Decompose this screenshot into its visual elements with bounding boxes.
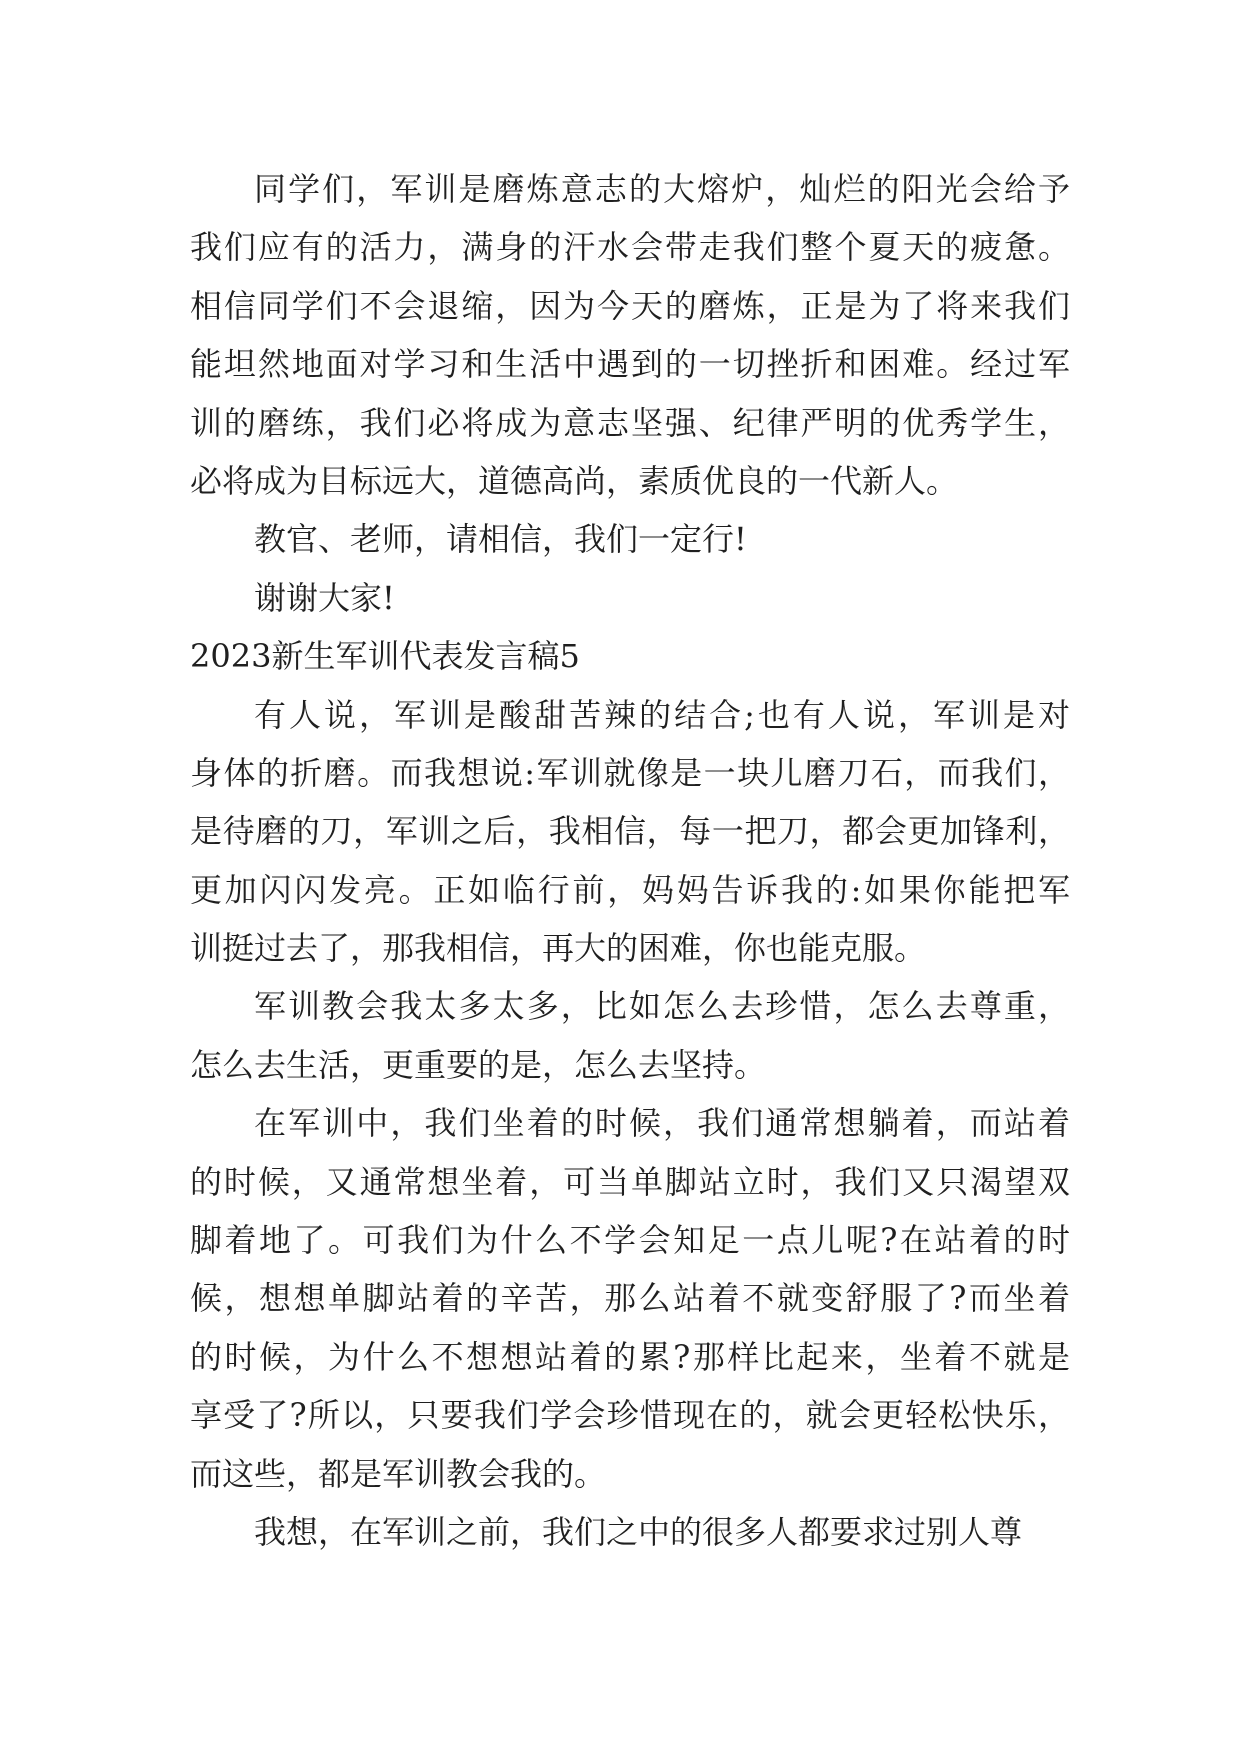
paragraph-line: 同学们，军训是磨炼意志的大熔炉，灿烂的阳光会给予: [254, 170, 1070, 208]
paragraph: [190, 510, 1070, 568]
paragraph: [190, 1503, 1070, 1561]
paragraph-line: 更加闪闪发亮。正如临行前，妈妈告诉我的:如果你能把军: [190, 870, 1070, 909]
paragraph-line: 相信同学们不会退缩，因为今天的磨炼，正是为了将来我们: [190, 286, 1070, 325]
paragraph-line: 的时候，又通常想坐着，可当单脚站立时，我们又只渴望双: [190, 1162, 1070, 1201]
paragraph: [190, 569, 1070, 627]
paragraph-line: 训挺过去了，那我相信，再大的困难，你也能克服。: [190, 929, 927, 968]
paragraph-line: 能坦然地面对学习和生活中遇到的一切挫折和困难。经过军: [190, 345, 1070, 384]
paragraph: [190, 977, 1070, 1094]
paragraph-line: 身体的折磨。而我想说:军训就像是一块儿磨刀石，而我们，: [190, 753, 1070, 792]
document-body: [190, 160, 1070, 1561]
paragraph: [190, 1094, 1070, 1503]
paragraph: [190, 686, 1070, 978]
paragraph-line: 脚着地了。可我们为什么不学会知足一点儿呢?在站着的时: [190, 1221, 1070, 1260]
paragraph: [190, 160, 1070, 510]
paragraph-line: 怎么去生活，更重要的是，怎么去坚持。: [190, 1045, 767, 1084]
paragraph-line: 而这些，都是军训教会我的。: [190, 1454, 607, 1493]
paragraph-line: 训的磨练，我们必将成为意志坚强、纪律严明的优秀学生，: [190, 403, 1070, 442]
paragraph-line: 是待磨的刀，军训之后，我相信，每一把刀，都会更加锋利，: [190, 812, 1070, 851]
paragraph-line: 谢谢大家!: [254, 578, 395, 617]
paragraph-line: 在军训中，我们坐着的时候，我们通常想躺着，而站着: [254, 1104, 1070, 1143]
section-heading: 2023新生军训代表发言稿5: [190, 637, 580, 676]
paragraph-line: 的时候，为什么不想想站着的累?那样比起来，坐着不就是: [190, 1337, 1070, 1376]
paragraph-line: 军训教会我太多太多，比如怎么去珍惜，怎么去尊重，: [254, 987, 1070, 1026]
paragraph-line: 必将成为目标远大，道德高尚，素质优良的一代新人。: [190, 461, 959, 500]
paragraph-line: 我想，在军训之前，我们之中的很多人都要求过别人尊: [254, 1512, 1023, 1551]
paragraph-line: 我们应有的活力，满身的汗水会带走我们整个夏天的疲惫。: [190, 228, 1070, 267]
paragraph-line: 享受了?所以，只要我们学会珍惜现在的，就会更轻松快乐，: [190, 1396, 1070, 1435]
paragraph-line: 有人说，军训是酸甜苦辣的结合;也有人说，军训是对: [254, 695, 1070, 734]
paragraph-line: 教官、老师，请相信，我们一定行!: [254, 520, 747, 559]
paragraph-line: 候，想想单脚站着的辛苦，那么站着不就变舒服了?而坐着: [190, 1279, 1070, 1318]
